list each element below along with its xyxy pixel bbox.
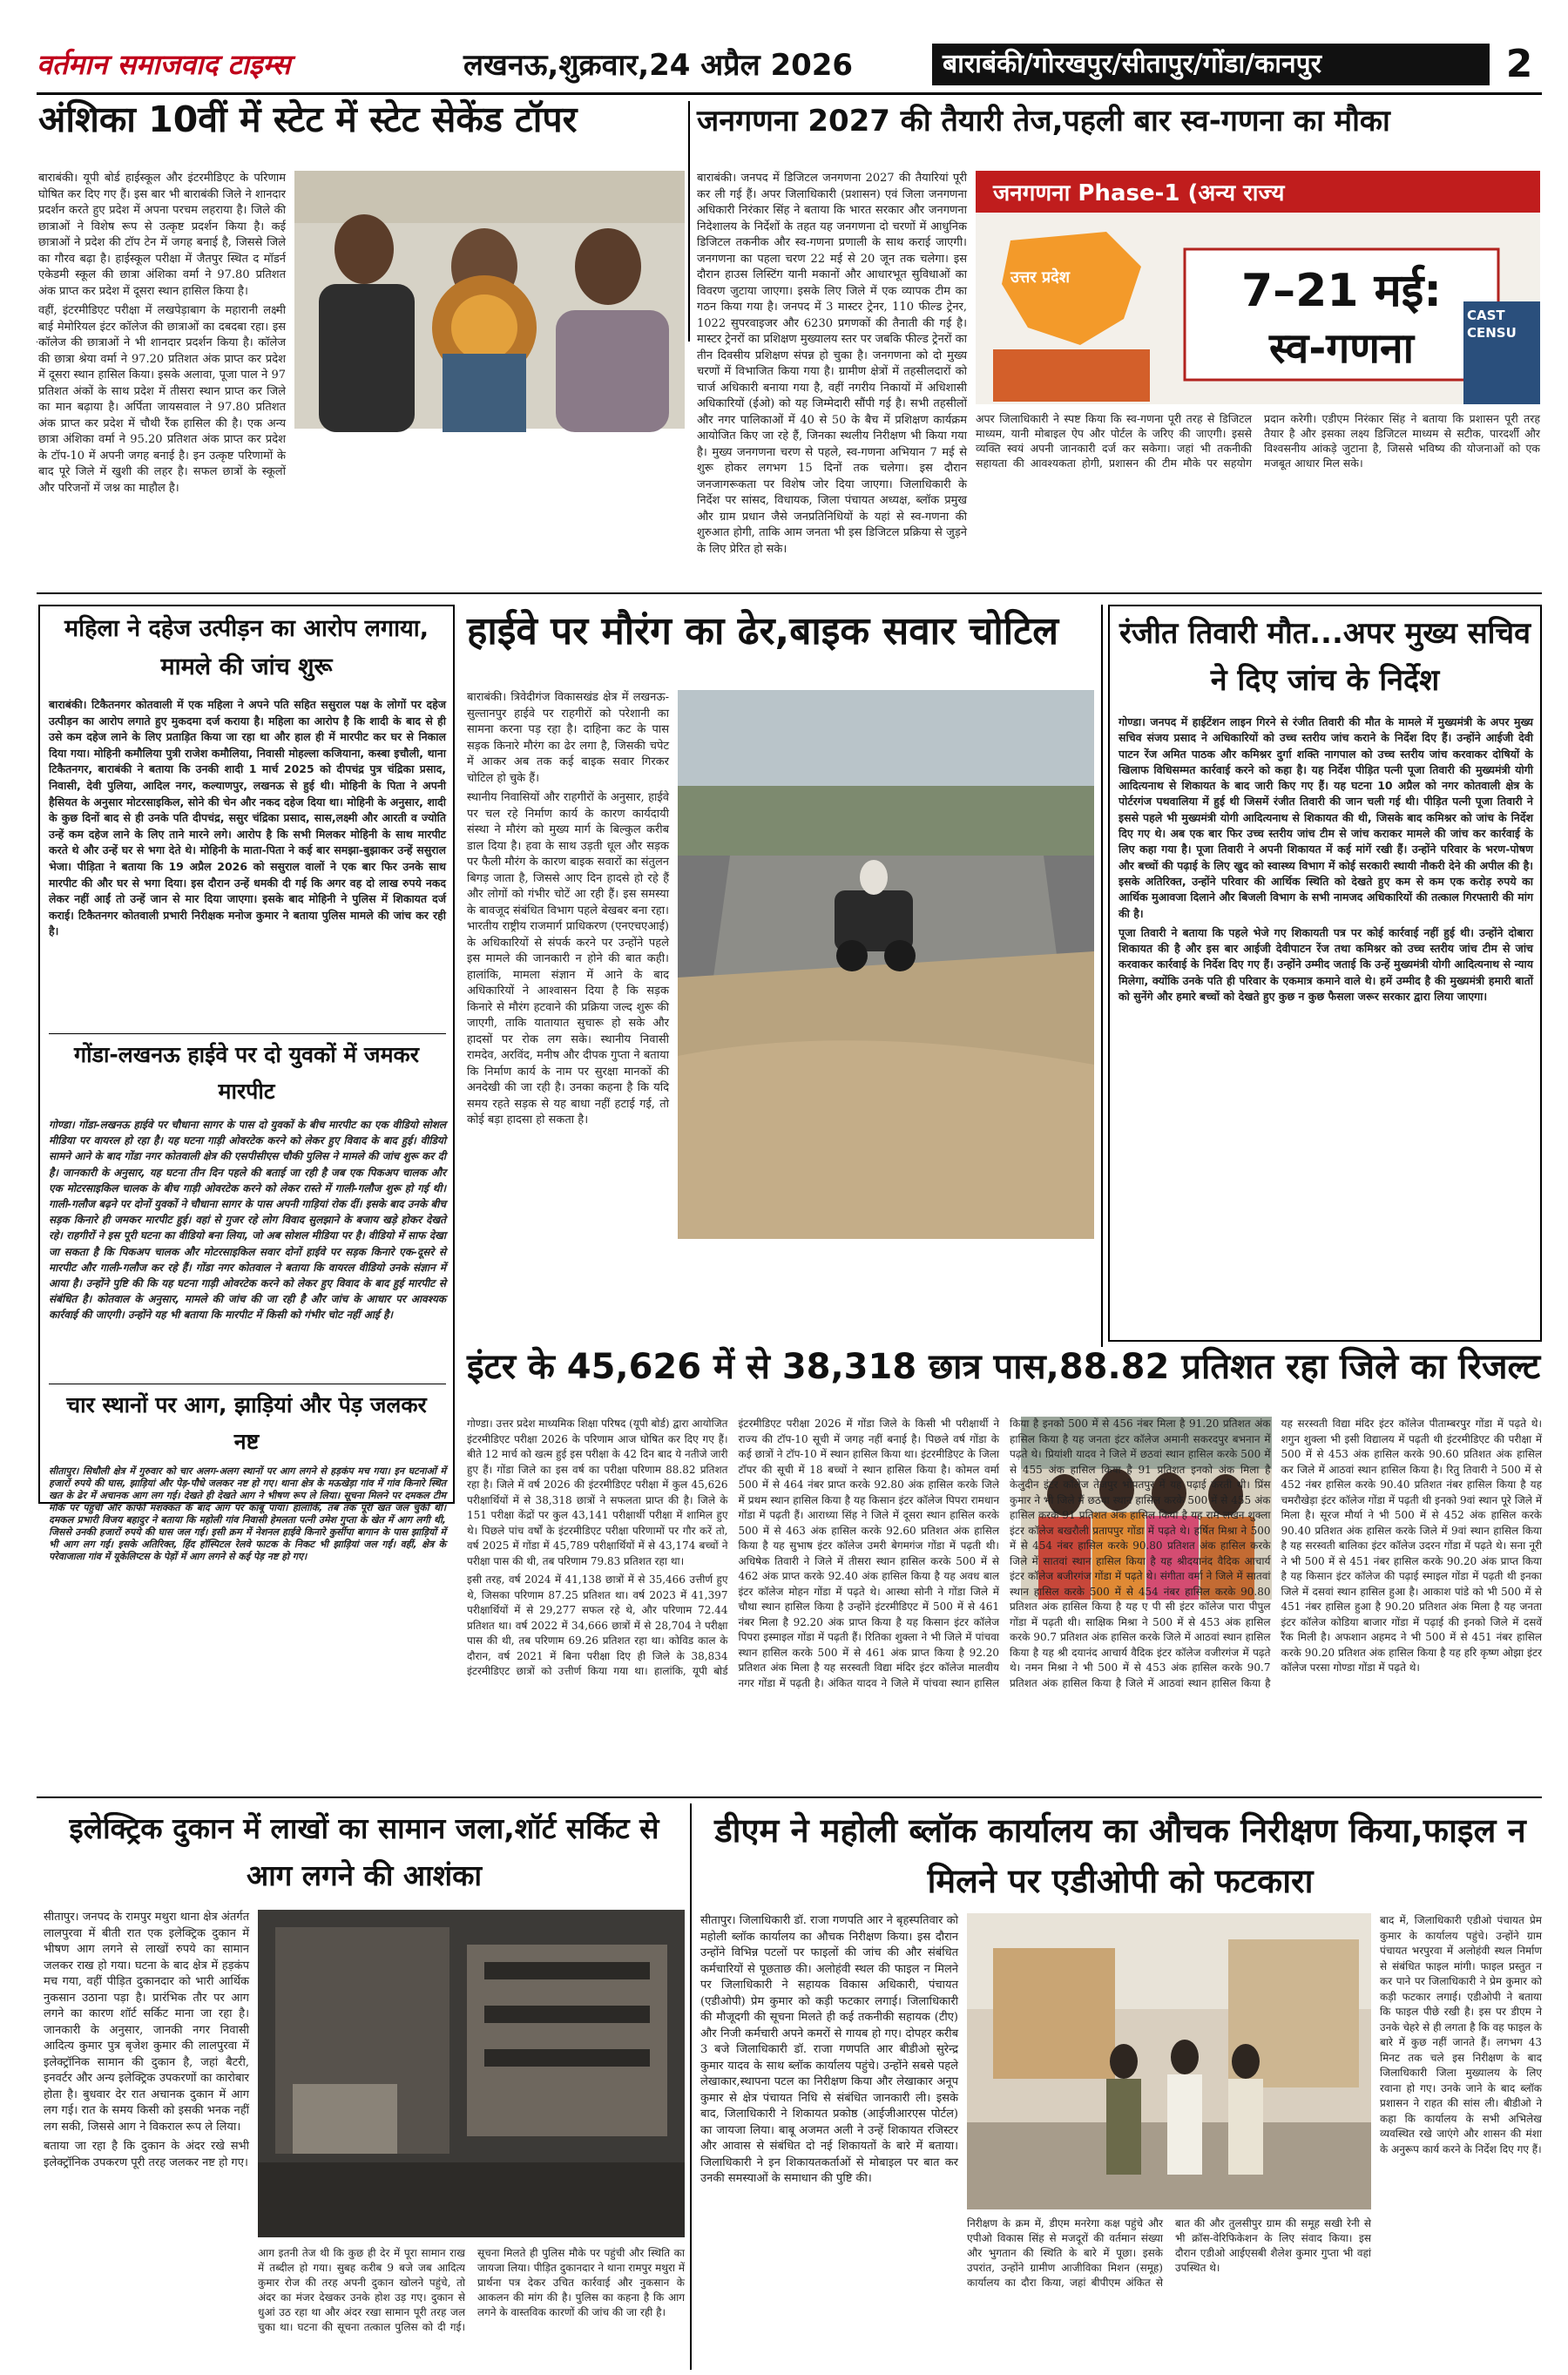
masthead-paper-name: वर्तमान समाजवाद टाइम्स [37, 48, 291, 81]
story4-body [49, 1117, 446, 1378]
masthead-editions: बाराबंकी/गोरखपुर/सीतापुर/गोंडा/कानपुर [932, 44, 1490, 85]
story2-graphic [976, 171, 1540, 404]
story2-graphic-state: उत्तर प्रदेश [1010, 268, 1070, 287]
story10-paragraph: निरीक्षण के क्रम में, डीएम मनरेगा कक्ष पहुंचे और एपीओ विकास सिंह से मजदूरों की वर्तमान संख्या और भुगतान की स्थिति के बारे में पूछा। इसके उपरांत, उन्होंने ग्रामीण आजीविका मिशन (समूह) कार्यालय का दौरा किया, जहां बीपीएम अंकित से बात की और तुलसीपुर ग्राम की समूह सखी रेनी से भी क्रॉस-वेरिफिकेशन के लिए संवाद किया। इस दौरान एडीओ आईएसबी शैलेश कुमार गुप्ता भी वहां उपस्थित थे। [967, 2217, 1371, 2289]
story10-paragraph: सीतापुर। जिलाधिकारी डॉ. राजा गणपति आर ने बृहस्पतिवार को महोली ब्लॉक कार्यालय का औचक निरीक्षण किया। इस दौरान उन्होंने विभिन्न पटलों पर फाइलों की जांच की और संबंधित कर्मचारियों से पूछताछ की। अलोहंवी स्थल की फाइल न मिलने पर जिलाधिकारी ने सहायक विकास अधिकारी, पंचायत (एडीओपी) प्रेम कुमार को कड़ी फटकार लगाई। जिलाधिकारी की मौजूदगी की सूचना मिलते ही कई तकनीकी सहायक (टीए) और निजी कर्मचारी अपने कमरों से गायब हो गए। दोपहर करीब 3 बजे जिलाधिकारी डॉ. राजा गणपति आर बीडीओ सुरेन्द्र कुमार यादव के साथ ब्लॉक कार्यालय पहुंचे। उन्होंने सबसे पहले लेखाकार,स्थापना पटल का निरीक्षण किया और लेखाकार अनूप कुमार से क्षेत्र पंचायत निधि से संबंधित जानकारी ली। इसके बाद, जिलाधिकारी ने शिकायत प्रकोष्ठ (आईजीआरएस पोर्टल) का जायजा लिया। बाबू अजमत अली ने उन्हें शिकायत रजिस्टर और आवास से संबंधित दो नई शिकायतों के बारे में बताया। जिलाधिकारी ने इन शिकायतकर्ताओं से मोबाइल पर बात कर उनकी समस्याओं के समाधान की पुष्टि की। [700, 1914, 958, 2185]
story8-body [467, 1417, 1542, 1793]
story1-body [38, 171, 286, 582]
story10-body-left [700, 1913, 958, 2372]
story8-headline: इंटर के 45,626 में से 38,318 छात्र पास,88.82 प्रतिशत रहा जिले का रिजल्ट [467, 1347, 1541, 1387]
story2-body-right [976, 411, 1540, 582]
story1-headline: अंशिका 10वीं में स्टेट में स्टेट सेकेंड टॉपर [38, 98, 578, 140]
story9-paragraph: सीतापुर। जनपद के रामपुर मथुरा थाना क्षेत्र अंतर्गत लालपुरवा में बीती रात एक इलेक्ट्रिक दुकान में भीषण आग लगने से लाखों रुपये का सामान जलकर राख हो गया। घटना के बाद क्षेत्र में हड़कंप मच गया, वहीं पीड़ित दुकानदार को भारी आर्थिक नुकसान उठाना पड़ा है। प्रारंभिक तौर पर आग लगने का कारण शॉर्ट सर्किट माना जा रहा है। जानकारी के अनुसार, जानकी नगर निवासी आदित्य कुमार पुत्र बृजेश कुमार की लालपुरवा में इलेक्ट्रॉनिक सामान की दुकान है, जहां बैटरी, इनवर्टर और अन्य इलेक्ट्रिक उपकरणों का कारोबार होता है। बुधवार देर रात अचानक दुकान में आग लग गई। रात के समय किसी को इसकी भनक नहीं लग सकी, जिससे आग ने विकराल रूप ले लिया। [44, 1911, 249, 2134]
story10-paragraph: बाद में, जिलाधिकारी एडीओ पंचायत प्रेम कुमार के कार्यालय पहुंचे। उन्होंने ग्राम पंचायत भरपुरवा में अलोहंवी स्थल निर्माण से संबंधित फाइल मांगी। फाइल प्रस्तुत न कर पाने पर जिलाधिकारी ने प्रेम कुमार को कड़ी फटकार लगाई। एडीओपी ने बताया कि फाइल पीछे रखी है। इस पर डीएम ने उनके चेहरे से ही लगता है कि वह फाइल के बारे में कुछ नहीं जानते हैं। लगभग 43 मिनट तक चले इस निरीक्षण के बाद जिलाधिकारी जिला मुख्यालय के लिए रवाना हो गए। उनके जाने के बाद ब्लॉक प्रशासन ने राहत की सांस ली। बीडीओ ने कहा कि कार्यालय के सभी अभिलेख व्यवस्थित रखे जाएंगे और शासन की मंशा के अनुरूप कार्य करने के निर्देश दिए गए हैं। [1380, 1914, 1542, 2155]
story1-paragraph: बाराबंकी। यूपी बोर्ड हाईस्कूल और इंटरमीडिएट के परिणाम घोषित कर दिए गए हैं। इस बार भी बाराबंकी जिले ने शानदार प्रदर्शन करते हुए प्रदेश में अपना परचम लहराया है। जिले की छात्राओं ने विशेष रूप से उत्कृष्ट प्रदर्शन किया है। कई छात्राओं ने प्रदेश की टॉप टेन में जगह बनाई है, जिससे जिले का गौरव बढ़ा है। हाईस्कूल परीक्षा में जैतपुर स्थित द मॉडर्न एकेडमी स्कूल की छात्रा अंशिका वर्मा ने 97.80 प्रतिशत अंक प्राप्त कर प्रदेश में दूसरा स्थान हासिल किया है। [38, 172, 286, 298]
story6-photo-art [678, 690, 1094, 1239]
story10-photo-art [967, 1913, 1371, 2209]
story3-headline: महिला ने दहेज उत्पीड़न का आरोप लगाया, मामले की जांच शुरू [64, 615, 429, 680]
story2-graphic-corner: CAST CENSU [1467, 308, 1517, 341]
story10-body-right [1380, 1913, 1542, 2372]
story8-paragraph: गोण्डा। उत्तर प्रदेश माध्यमिक शिक्षा परिषद (यूपी बोर्ड) द्वारा आयोजित इंटरमीडिएट परीक्षा 2026 के परिणाम आज घोषित कर दिए गए हैं। बीते 12 मार्च को खत्म हुई इस परीक्षा के 42 दिन बाद ये नतीजे जारी हुए हैं। गोंडा जिले का इस वर्ष का परीक्षा परिणाम 88.82 प्रतिशत रहा है। जिले में वर्ष 2026 की इंटरमीडिएट परीक्षा में कुल 45,626 परीक्षार्थियों में से 38,318 छात्रों ने सफलता प्राप्त की है। जिले के 151 परीक्षा केंद्रों पर कुल 43,141 परीक्षार्थी परीक्षा में शामिल हुए थे। पिछले पांच वर्षों के इंटरमीडिएट परीक्षा परिणामों पर गौर करें तो, वर्ष 2025 में गोंडा में 45,789 परीक्षार्थियों में से 43,174 बच्चों ने परीक्षा पास की थी, तब परिणाम 79.83 प्रतिशत रहा था। [467, 1418, 728, 1567]
masthead-dateline: लखनऊ,शुक्रवार,24 अप्रैल 2026 [463, 48, 854, 83]
story2-headline: जनगणना 2027 की तैयारी तेज,पहली बार स्व-गणना का मौका [697, 104, 1390, 139]
story1-paragraph: वहीं, इंटरमीडिएट परीक्षा में लखपेड़ाबाग के महारानी लक्ष्मी बाई मेमोरियल इंटर कॉलेज की छात्राओं का दबदबा रहा। इस कॉलेज की छात्राओं ने भी शानदार प्रदर्शन किया है। कॉलेज की छात्रा श्रेया वर्मा ने 97.20 प्रतिशत अंक प्राप्त कर प्रदेश में दूसरा स्थान हासिल किया। इसके अलावा, पूजा पाल ने 97 प्रतिशत अंकों के साथ प्रदेश में तीसरा स्थान प्राप्त कर जिले का मान बढ़ाया है। अर्पिता जायसवाल ने 97.80 प्रतिशत अंक प्राप्त कर प्रदेश में चौथी रैंक हासिल की है। एक अन्य छात्रा अंशिका वर्मा ने 95.20 प्रतिशत अंक प्राप्त कर प्रदेश के टॉप-10 में अपनी जगह बनाई है। इन उत्कृष्ट परिणामों के बाद पूरे जिले में खुशी की लहर है। सफल छात्रों के स्कूलों और परिजनों में जश्न का माहौल है। [38, 304, 286, 495]
story2-paragraph: बाराबंकी। जनपद में डिजिटल जनगणना 2027 की तैयारियां पूरी कर ली गई हैं। अपर जिलाधिकारी (प्रशासन) एवं जिला जनगणना अधिकारी निरंकार सिंह ने बताया कि भारत सरकार और जनगणना निदेशालय के निर्देशों के तहत यह जनगणना दो चरणों में आधुनिक डिजिटल तकनीक और स्व-गणना प्रणाली के साथ कराई जाएगी। जनगणना का पहला चरण 22 मई से 20 जून तक चलेगा। इस दौरान हाउस लिस्टिंग यानी मकानों और आधारभूत सुविधाओं का विवरण जुटाया जाएगा। इसके लिए जिले में एक व्यापक टीम का गठन किया गया है। जनपद में 3 मास्टर ट्रेनर, 110 फील्ड ट्रेनर, 1022 सुपरवाइजर और 6230 प्रगणकों की तैनाती की गई है। मास्टर ट्रेनरों का प्रशिक्षण मुख्यालय स्तर पर जबकि फील्ड ट्रेनरों का तीन दिवसीय प्रशिक्षण संपन्न हो चुका है। जनगणना को दो मुख्य चरणों में विभाजित किया गया है। ग्रामीण क्षेत्रों में तहसीलदारों को चार्ज अधिकारी बनाया गया है, वहीं नगरीय निकायों में अधिशासी अधिकारियों (ईओ) को यह जिम्मेदारी सौंपी गई है। सभी तहसीलों और नगर पालिकाओं में 40 से 50 के बैच में प्रशिक्षण कार्यक्रम आयोजित किए जा रहे हैं, जिनका स्थलीय निरीक्षण भी किया गया है। मुख्य जनगणना चरण से पहले, स्व-गणना अभियान 7 मई से शुरू होकर लगभग 15 दिनों तक चलेगा। इस दौरान जनजागरूकता पर विशेष जोर दिया जाएगा। जिलाधिकारी के निर्देश पर सांसद, विधायक, जिला पंचायत अध्यक्ष, ब्लॉक प्रमुख और ग्राम प्रधान जैसे जनप्रतिनिधियों के यहां से स्व-गणना की शुरुआत होगी, ताकि आम जनता भी इस डिजिटल प्रक्रिया से जुड़ने के लिए प्रेरित हो सके। [697, 172, 967, 556]
story6-photo [678, 690, 1094, 1239]
story9-paragraph: आग इतनी तेज थी कि कुछ ही देर में पूरा सामान राख में तब्दील हो गया। सुबह करीब 9 बजे जब आदित्य कुमार रोज की तरह अपनी दुकान खोलने पहुंचे, तो अंदर का मंजर देखकर उनके होश उड़ गए। दुकान से धुआं उठ रहा था और अंदर रखा सामान पूरी तरह जल चुका था। घटना की सूचना तत्काल पुलिस को दी गई। सूचना मिलते ही पुलिस मौके पर पहुंची और स्थिति का जायजा लिया। पीड़ित दुकानदार ने थाना रामपुर मथुरा में प्रार्थना पत्र देकर उचित कार्रवाई और नुकसान के आकलन की मांग की है। पुलिस का कहना है कि आग लगने के वास्तविक कारणों की जांच की जा रही है। [258, 2247, 685, 2333]
story2-paragraph: अपर जिलाधिकारी ने स्पष्ट किया कि स्व-गणना पूरी तरह से डिजिटल माध्यम, यानी मोबाइल ऐप और पोर्टल के जरिए की जाएगी। इससे व्यक्ति स्वयं अपनी जानकारी दर्ज कर सकेगा। जहां भी तकनीकी सहायता की आवश्यकता होगी, प्रशासन की टीम मौके पर सहयोग प्रदान करेगी। एडीएम निरंकार सिंह ने बताया कि प्रशासन पूरी तरह तैयार है और इसका लक्ष्य डिजिटल माध्यम से सटीक, पारदर्शी और विश्वसनीय आंकड़े जुटाना है, जिससे भविष्य की योजनाओं को एक मजबूत आधार मिल सके। [976, 412, 1540, 470]
story6-body-left [467, 690, 669, 1342]
story7-paragraph: पूजा तिवारी ने बताया कि पहले भेजे गए शिकायती पत्र पर कोई कार्रवाई नहीं हुई थी। उन्होंने दोबारा शिकायत की है और इस बार आईजी देवीपाटन रेंज तथा कमिश्नर को उच्च स्तरीय जांच टीम से जांच करवाकर कार्रवाई के निर्देश दिए गए हैं। उन्होंने उम्मीद जताई कि उन्हें मुख्यमंत्री योगी आदित्यनाथ से न्याय मिलेगा, क्योंकि उनके पति ही परिवार के एकमात्र कमाने वाले थे। हमें उम्मीद है की मुख्यमंत्री हमारी बातों को सुनेंगे और हमारे बच्चों को देखते हुए कुछ न कुछ फैसला जरूर सरकार द्वारा लिया जाएगा। [1119, 925, 1533, 1004]
story7-paragraph: गोण्डा। जनपद में हाईटेंशन लाइन गिरने से रंजीत तिवारी की मौत के मामले में मुख्यमंत्री के अपर मुख्य सचिव संजय प्रसाद ने अधिकारियों को उच्च स्तरीय जांच कराने के निर्देश दिए हैं। उन्होंने आईजी देवी पाटन रेंज अमित पाठक और कमिश्नर दुर्गा शक्ति नागपाल को उच्च स्तरीय जांच करवाकर दोषियों के खिलाफ विधिसम्मत कार्रवाई करने को कहा है। यह निर्देश पीड़ित पत्नी पूजा तिवारी की मुख्यमंत्री योगी आदित्यनाथ से शिकायत के बाद जारी किए गए हैं। यह घटना 10 अप्रैल को नगर कोतवाली क्षेत्र के पोर्टरगंज पथवालिया में हुई थी जिसमें रंजीत तिवारी की जान चली गई थी। पीड़ित पत्नी पूजा तिवारी ने इससे पहले भी मुख्यमंत्री योगी आदित्यनाथ से शिकायत की थी, जिसके बाद कमिश्नर को जांच के निर्देश दिए गए थे। अब एक बार फिर उच्च स्तरीय जांच टीम से जांच कराकर मामले की जांच कर कार्रवाई के लिए कहा गया है। पूजा तिवारी ने अपनी शिकायत में कई मांगें रखी हैं। उन्होंने परिवार के भरण-पोषण और बच्चों की पढ़ाई के लिए खुद को स्वास्थ्य विभाग में कोई सरकारी स्थायी नौकरी देने की अपील की है। इसके अतिरिक्त, उन्होंने परिवार की आर्थिक स्थिति को देखते हुए कम से कम एक करोड़ रुपये का आर्थिक मुआवजा दिलाने और बिजली विभाग के सभी नामजद अधिकारियों की तत्काल गिरफ्तारी की मांग की है। [1119, 715, 1533, 920]
story7-body [1119, 714, 1533, 1335]
story2-graphic-word: स्व-गणना [1268, 324, 1415, 373]
story10-body-bottom [967, 2216, 1371, 2372]
column-divider [690, 1803, 692, 2370]
story6-paragraph: बाराबंकी। त्रिवेदीगंज विकासखंड क्षेत्र में लखनऊ-सुल्तानपुर हाईवे पर राहगीरों को परेशानी का सामना करना पड़ रहा है। दाहिना कट के पास सड़क किनारे मौरंग का ढेर लगा है, जिसकी चपेट में आकर अब तक कई बाइक सवार गिरकर चोटिल हो चुके हैं। [467, 691, 669, 785]
story1-photo [294, 171, 685, 429]
story10-photo [967, 1913, 1371, 2209]
story2-body-left [697, 171, 967, 580]
story9-body-left [44, 1910, 249, 2372]
story5-headline: चार स्थानों पर आग, झाड़ियां और पेड़ जलकर नष्ट [66, 1392, 427, 1454]
story8-paragraph: इसी तरह, वर्ष 2024 में 41,138 छात्रों में से 35,466 उत्तीर्ण हुए थे, जिसका परिणाम 87.25 प्रतिशत था। वर्ष 2023 में 41,397 परीक्षार्थियों में से 29,277 सफल रहे थे, और परिणाम 72.44 प्रतिशत था। वर्ष 2022 में 34,666 छात्रों में से 28,704 ने परीक्षा पास की थी, तब परिणाम 69.26 प्रतिशत रहा था। कोविड काल के दौरान, वर्ष 2021 में बिना परीक्षा दिए ही जिले के 38,834 इंटरमीडिएट छात्रों को उत्तीर्ण किया गया था। हालांकि, यूपी बोर्ड इंटरमीडिएट परीक्षा 2026 में गोंडा जिले के किसी भी परीक्षार्थी ने राज्य की टॉप-10 सूची में जगह नहीं बनाई है। पिछले वर्ष गोंडा के कई छात्रों ने टॉप-10 में स्थान हासिल किया था। इंटरमीडिएट के जिला टॉपर की सूची में 18 बच्चों ने स्थान हासिल किया है। कोमल वर्मा 500 में से 464 नंबर प्राप्त करके 92.80 अंक हासिल करके जिले में प्रथम स्थान हासिल किया है यह किसान इंटर कॉलेज पिपरा रामधान गोंडा में पढ़ती हैं। आराध्या सिंह ने जिले में दूसरा स्थान हासिल करके 500 में से 463 अंक हासिल करके 92.60 प्रतिशत अंक हासिल किया है यह सुभाष इंटर कॉलेज उमरी बेगमगंज गोंडा में पढ़ती थी। अधिषेक तिवारी ने जिले में तीसरा स्थान हासिल करके 500 में से 462 अंक प्राप्त करके 92.40 अंक हासिल किया है यह अवध बाल इंटर कॉलेज मोहन गोंडा में पढ़ते थे। आस्था सोनी ने गोंडा जिले में चौथा स्थान हासिल किया है उन्होंने इंटरमीडिएट में 500 में से 461 नंबर मिला है 92.20 अंक प्राप्त किया है यह किसान इंटर कॉलेज पिपरा इस्माइल गोंडा में पढ़ती हैं। रितिका शुक्ला ने भी जिले में पांचवा स्थान हासिल करके 500 में से 461 अंक प्राप्त किया है 92.20 प्रतिशत अंक मिला है यह सरस्वती विद्या मंदिर इंटर कॉलेज मालवीय नगर गोंडा में पढ़ती है। अंकित यादव ने जिले में पांचवा स्थान हासिल किया है इनको 500 में से 456 नंबर मिला है 91.20 प्रतिशत अंक हासिल किया है यह जनता इंटर कॉलेज अमानी सकरदपुर बभनान में पढ़ते थे। प्रियांशी यादव ने जिले में छठवां स्थान हासिल करके 500 में से 455 अंक हासिल किया है 91 प्रतिशत इनको अंक मिला है केलुदीन इंटर कॉलेज तेजपुर भोपतपुर में यह पढ़ाई करती थी। प्रिंस कुमार ने भी जिले में छठवा स्थान हासिल करके 500 में से 455 अंक हासिल करके 91 प्रतिशत अंक हासिल किया है यह राम लखन शुक्ला इंटर कॉलेज बखरौली प्रतापपुर गोंडा में पढ़ते थे। हर्षित मिश्रा ने 500 में से 454 नंबर हासिल करके 90.80 प्रतिशत अंक हासिल करके जिले में सातवां स्थान हासिल किया है यह श्रीदयानंद वैदिक आचार्य इंटर कॉलेज बजीरगंज गोंडा में पढ़ते थे। संगीता वर्मा ने जिले में सातवां स्थान हासिल करके 500 में से 454 नंबर हासिल करके 90.80 प्रतिशत अंक हासिल किया है यह ए पी सी इंटर कॉलेज पारा पीपुल गोंडा में पढ़ती थी। साक्षिक मिश्रा ने 500 में से 453 अंक हासिल करके 90.7 प्रतिशत अंक हासिल करके जिले में आठवां स्थान हासिल किया है यह श्री दयानंद आचार्य वैदिक इंटर कॉलेज वजीरगंज में पढ़ते थे। नमन मिश्रा ने भी 500 में से 453 अंक हासिल करके 90.7 प्रतिशत अंक हासिल किया है जिले में आठवां स्थान हासिल किया है यह सरस्वती विद्या मंदिर इंटर कॉलेज पीताम्बरपुर गोंडा में पढ़ते थे। शगुन शुक्ला भी इसी विद्यालय में पढ़ती थी इंटरमीडिएट की परीक्षा में 500 में से 453 अंक हासिल करके 90.60 प्रतिशत अंक हासिल कर जिले में आठवां स्थान हासिल किया है। रितु तिवारी ने 500 में से 452 नंबर हासिल करके 90.40 प्रतिशत नंबर हासिल किया है यह चमरौखेड़ा इंटर कॉलेज गोंडा में पढ़ती थी इनको 9वां स्थान पूरे जिले में मिला है। सूरज मौर्या ने भी 500 में से 452 अंक हासिल करके 90.40 प्रतिशत अंक हासिल करके जिले में 9वां स्थान हासिल किया है यह सरस्वती बालिका इंटर कॉलेज उदरन गोंडा में पढ़ते थे। सना नूरी ने भी 500 में से 451 नंबर हासिल करके 90.20 अंक प्राप्त किया है यह किसान इंटर कॉलेज की पढ़ाई स्माइल गोंडा में पढ़ती थी इनका जिले में दसवां स्थान हासिल हुआ है। आकाश पांडे को भी 500 में से 451 नंबर हासिल हुआ है 90.20 प्रतिशत अंक मिला है यह जनता इंटर कॉलेज कोडिया बाजार गोंडा में पढ़ाई की इनको जिले में दसवें रैंक मिली है। अफशान अहमद ने भी 500 में से 451 नंबर हासिल करके 90.20 प्रतिशत अंक हासिल किया है यह हरि कृष्ण ओझा इंटर कॉलेज परसा गोण्डा गोंडा में पढ़ते थे। [467, 1418, 1542, 1689]
story3-paragraph: बाराबंकी। टिकैतनगर कोतवाली में एक महिला ने अपने पति सहित ससुराल पक्ष के लोगों पर दहेज उत्पीड़न का आरोप लगाते हुए मुकदमा दर्ज कराया है। महिला का आरोप है कि शादी के बाद से ही उसे कम दहेज लाने के लिए प्रताड़ित किया जा रहा था और हाल ही में मारपीट कर घर से निकाल दिया गया। मोहिनी कमौलिया पुत्री राजेश कमौलिया, निवासी मोहल्ला कजियाना, कस्बा इचौली, थाना टिकैतनगर, बाराबंकी ने बताया कि उनकी शादी 1 मार्च 2025 को दीपचंद्र पुत्र चंद्रिका प्रसाद, निवासी, देवी पुलिया, आदिल नगर, कल्याणपुर, लखनऊ से हुई थी। मोहिनी के पिता ने अपनी हैसियत के अनुसार मोटरसाइकिल, सोने की चेन और नकद दहेज दिया था। मोहिनी के अनुसार, शादी के कुछ दिनों बाद से ही उनके पति दीपचंद्र, ससुर चंद्रिका प्रसाद, सास,लक्ष्मी और आरती व ज्योति उन्हें कम दहेज लाने के लिए ताने मारने लगे। आरोप है कि सभी मिलकर मोहिनी के साथ मारपीट करते थे और उन्हें घर से भगा देते थे। मोहिनी के माता-पिता ने कई बार समझा-बुझाकर उन्हें ससुराल भेजा। पीड़िता ने बताया कि 19 अप्रैल 2026 को ससुराल वालों ने एक बार फिर उनके साथ मारपीट की और घर से भगा दिया। इस दौरान उन्हें धमकी दी गई कि अगर वह दो लाख रुपये नकद लेकर नहीं आईं तो उन्हें जान से मार दिया जाएगा। इसके बाद मोहिनी ने पुलिस में शिकायत दर्ज कराई। टिकैतनगर कोतवाली प्रभारी निरीक्षक मनोज कुमार ने बताया पुलिस मामले की जांच कर रही है। [49, 698, 446, 938]
story7-headline: रंजीत तिवारी मौत...अपर मुख्य सचिव ने दिए जांच के निर्देश [1119, 616, 1531, 698]
story2-graphic-dates: 7–21 मई: [1240, 265, 1443, 317]
story4-paragraph: गोण्डा। गोंडा-लखनऊ हाईवे पर चौधाना सागर के पास दो युवकों के बीच मारपीट का एक वीडियो सोशल मीडिया पर वायरल हो रहा है। यह घटना गाड़ी ओवरटेक करने को लेकर हुए विवाद के बाद हुई। वीडियो सामने आने के बाद गोंडा नगर कोतवाली क्षेत्र की एसपीसीएस चौकी पुलिस ने मामले की जांच शुरू कर दी है। जानकारी के अनुसार, यह घटना तीन दिन पहले की बताई जा रही है जब एक पिकअप चालक और एक मोटरसाइकिल चालक के बीच गाड़ी ओवरटेक करने को लेकर रास्ते में गाली-गलौज शुरू हो गई थी। गाली-गलौज बढ़ने पर दोनों युवकों ने चौधाना सागर के पास अपनी गाड़ियां रोक दीं। इसके बाद उनके बीच सड़क किनारे ही जमकर मारपीट हुई। वहां से गुजर रहे लोग विवाद सुलझाने के बजाय खड़े होकर देखते रहे। राहगीरों ने इस पूरी घटना का वीडियो बना लिया, जो अब सोशल मीडिया पर है। वीडियो में साफ देखा जा सकता है कि पिकअप चालक और मोटरसाइकिल सवार दोनों हाईवे पर सड़क किनारे एक-दूसरे से मारपीट और गाली-गलौज कर रहे हैं। गोंडा नगर कोतवाल ने बताया कि वायरल वीडियो उनके संज्ञान में आया है। उन्होंने पुष्टि की कि यह घटना गाड़ी ओवरटेक करने को लेकर हुए विवाद के बाद हुई मारपीट से संबंधित है। कोतवाल के अनुसार, मामले की जांच की जा रही है और जांच के आधार पर आवश्यक कार्रवाई की जाएगी। उन्होंने यह भी बताया कि मारपीट में किसी को गंभीर चोट नहीं आई है। [49, 1119, 446, 1322]
story3-body [49, 697, 446, 1028]
section-rule [37, 1796, 1542, 1798]
story5-body [49, 1465, 446, 1562]
masthead [0, 0, 1568, 94]
story9-photo-art [258, 1910, 685, 2237]
story9-photo [258, 1910, 685, 2237]
story2-graphic-top: जनगणना Phase-1 (अन्य राज्य [993, 180, 1285, 206]
column-divider [688, 101, 690, 342]
story6-paragraph: स्थानीय निवासियों और राहगीरों के अनुसार, हाईवे पर चल रहे निर्माण कार्य के कारण कार्यदायी संस्था ने मौरंग को मुख्य मार्ग के बिल्कुल करीब डाल दिया है। हवा के साथ उड़ती धूल और सड़क पर फैली मौरंग के कारण बाइक सवारों का संतुलन बिगड़ जाता है, जिससे आए दिन हादसे हो रहे हैं और लोगों को गंभीर चोटें आ रही हैं। इस समस्या के बावजूद संबंधित विभाग पहले बेखबर बना रहा। भारतीय राष्ट्रीय राजमार्ग प्राधिकरण (एनएचएआई) के अधिकारियों से संपर्क करने पर उन्होंने पहले इस मामले की जानकारी न होने की बात कही। हालांकि, मामला संज्ञान में आने के बाद अधिकारियों ने आश्वासन दिया है कि सड़क किनारे से मौरंग हटवाने की प्रक्रिया जल्द शुरू की जाएगी, ताकि यातायात सुचारू हो सके और हादसों पर रोक लग सके। स्थानीय निवासी रामदेव, अरविंद, मनीष और दीपक गुप्ता ने बताया कि निर्माण कार्य के नाम पर सुरक्षा मानकों की अनदेखी की जा रही है। उनका कहना है कि यदि समय रहते सड़क से यह बाधा नहीं हटाई गई, तो कोई बड़ा हादसा हो सकता है। [467, 791, 669, 1127]
masthead-page-number: 2 [1505, 42, 1533, 86]
story9-paragraph: बताया जा रहा है कि दुकान के अंदर रखे सभी इलेक्ट्रॉनिक उपकरण पूरी तरह जलकर नष्ट हो गए। [44, 2140, 249, 2169]
story5-paragraph: सीतापुर। सिधौली क्षेत्र में गुरुवार को चार अलग-अलग स्थानों पर आग लगने से हड़कंप मच गया। इन घटनाओं में हजारों रुपये की घास, झाड़ियां और पेड़-पौधे जलकर नष्ट हो गए। थाना क्षेत्र के मऊखेड़ा गांव में गांव किनारे स्थित खत के ढेर में अचानक आग लग गई। देखते ही देखते आग ने भीषण रूप ले लिया। सूचना मिलने पर दमकल टीम मौके पर पहुंची और काफी मशक्कत के बाद आग पर काबू पाया। हालांकि, तब तक पूरी खत जल चुकी थी। दमकल प्रभारी विजय बहादुर ने बताया कि महोली गांव निवासी हेमलता पत्नी उमेश गुप्ता के खेत में आग लगी थी, जिससे उनकी हजारों रुपये की घास जल गई। इसी क्रम में नेशनल हाईवे किनारे कुर्सीपा बागान के पास झाड़ियों में भी आग लग गई। इसके अतिरिक्त, हिंद हॉस्पिटल रेलवे फाटक के निकट भी झाड़ियां जल गईं। वहीं, क्षेत्र के परेवाजाला गांव में यूकेलिप्टस के पेड़ों में आग लगने से कई पेड़ नष्ट हो गए। [49, 1465, 446, 1562]
column-divider [1101, 605, 1103, 1347]
story6-headline: हाईवे पर मौरंग का ढेर,बाइक सवार चोटिल [467, 609, 1059, 653]
story4-headline: गोंडा-लखनऊ हाईवे पर दो युवकों में जमकर मारपीट [74, 1042, 419, 1104]
story9-headline: इलेक्ट्रिक दुकान में लाखों का सामान जला,शॉर्ट सर्किट से आग लगने की आशंका [69, 1811, 659, 1892]
story9-body-bottom [258, 2246, 685, 2372]
divider [49, 1033, 446, 1034]
story1-photo-art [294, 171, 685, 429]
story10-headline: डीएम ने महोली ब्लॉक कार्यालय का औचक निरीक्षण किया,फाइल न मिलने पर एडीओपी को फटकारा [714, 1811, 1526, 1900]
masthead-rule [37, 92, 1542, 95]
section-rule [37, 592, 1542, 594]
